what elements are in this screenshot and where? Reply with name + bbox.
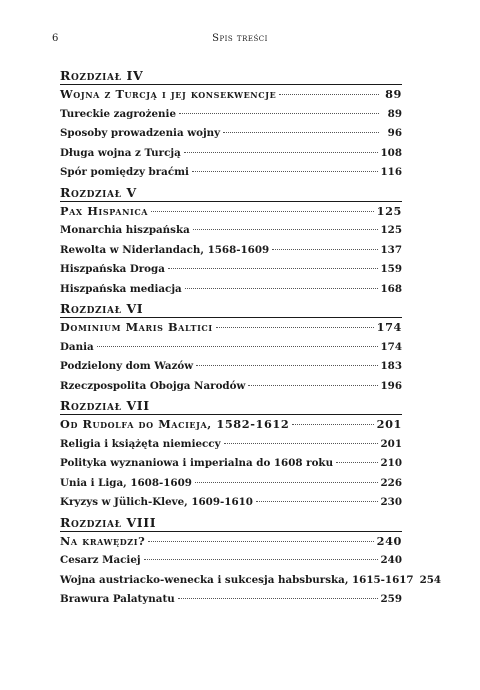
chapter-v [60, 185, 402, 300]
page-ref: 240 [380, 554, 402, 566]
toc-entry[interactable] [60, 163, 402, 183]
page-ref: 174 [376, 320, 402, 334]
page-ref: 201 [380, 437, 402, 450]
dot-leader [292, 424, 373, 425]
page-ref: 259 [380, 593, 402, 605]
entry-label: Tureckie zagrożenie [60, 107, 176, 120]
toc-entry[interactable] [60, 124, 402, 144]
dot-leader [185, 288, 378, 289]
chapter-heading: Rozdział VIII [60, 515, 402, 532]
dot-leader [196, 365, 377, 366]
dot-leader [151, 211, 374, 212]
running-title: Spis treści [212, 33, 268, 44]
dot-leader [178, 598, 378, 599]
page-number: 6 [52, 33, 59, 44]
chapter-title-row[interactable] [60, 415, 402, 435]
entry-label: Kryzys w Jülich-Kleve, 1609-1610 [60, 496, 253, 508]
toc-entry[interactable] [60, 144, 402, 164]
chapter-heading: Rozdział IV [60, 68, 402, 85]
entry-label: Religia i książęta niemieccy [60, 437, 221, 450]
table-of-contents [60, 68, 442, 612]
toc-entry[interactable] [60, 571, 442, 591]
chapter-vii [60, 398, 402, 513]
dot-leader [248, 385, 377, 386]
dot-leader [279, 94, 379, 95]
entry-label: Hiszpańska Droga [60, 263, 165, 275]
page-ref: 116 [380, 166, 402, 178]
dot-leader [256, 501, 378, 502]
page-ref: 125 [380, 224, 402, 236]
toc-entry[interactable] [60, 493, 402, 513]
dot-leader [192, 171, 378, 172]
page-ref: 240 [376, 533, 402, 548]
page-ref: 183 [380, 360, 402, 372]
chapter-title: Dominium Maris Baltici [60, 320, 213, 334]
page-ref: 210 [380, 457, 402, 469]
entry-label: Długa wojna z Turcją [60, 146, 181, 159]
page-ref: 159 [380, 263, 402, 275]
page-ref: 226 [380, 476, 402, 489]
chapter-title: Od Rudolfa do Macieja, 1582-1612 [60, 417, 290, 431]
dot-leader [144, 559, 378, 560]
toc-entry[interactable] [60, 260, 402, 280]
chapter-heading: Rozdział VI [60, 301, 402, 318]
toc-entry[interactable] [60, 474, 402, 494]
dot-leader [216, 327, 374, 328]
toc-entry[interactable] [60, 221, 402, 241]
page-ref: 125 [376, 203, 402, 218]
entry-label: Wojna austriacko-wenecka i sukcesja habsburska, 1615-1617 [60, 573, 414, 586]
toc-entry[interactable] [60, 435, 402, 455]
chapter-title: Wojna z Turcją i jej konsekwencje [60, 87, 277, 101]
dot-leader [223, 132, 379, 133]
chapter-heading: Rozdział V [60, 185, 402, 202]
page-ref: 89 [385, 87, 402, 101]
page-ref: 196 [380, 379, 402, 392]
chapter-title-row[interactable] [60, 85, 402, 105]
dot-leader [272, 249, 377, 250]
toc-entry[interactable] [60, 105, 402, 125]
toc-entry[interactable] [60, 280, 402, 300]
toc-entry[interactable] [60, 590, 402, 610]
dot-leader [193, 229, 378, 230]
dot-leader [179, 113, 379, 114]
toc-entry[interactable] [60, 551, 402, 571]
page-ref: 89 [387, 107, 402, 120]
entry-label: Sposoby prowadzenia wojny [60, 127, 221, 139]
toc-entry[interactable] [60, 454, 402, 474]
chapter-title-row[interactable] [60, 532, 402, 552]
entry-label: Rzeczpospolita Obojga Narodów [60, 379, 246, 392]
entry-label: Cesarz Maciej [60, 554, 141, 566]
entry-label: Spór pomiędzy braćmi [60, 166, 189, 178]
page-ref: 230 [380, 496, 402, 508]
dot-leader [336, 462, 377, 463]
dot-leader [148, 541, 373, 542]
chapter-title: Pax Hispanica [60, 203, 149, 218]
chapter-title-row[interactable] [60, 202, 402, 222]
dot-leader [168, 268, 378, 269]
page-ref: 168 [380, 282, 402, 295]
chapter-title-row[interactable] [60, 318, 402, 338]
entry-label: Unia i Liga, 1608-1609 [60, 476, 192, 489]
chapter-heading: Rozdział VII [60, 398, 402, 415]
entry-label: Hiszpańska mediacja [60, 282, 182, 295]
chapter-iv [60, 68, 402, 183]
entry-label: Monarchia hiszpańska [60, 224, 190, 236]
entry-label: Dania [60, 340, 94, 353]
chapter-viii [60, 514, 442, 610]
page-ref: 201 [376, 417, 402, 431]
toc-entry[interactable] [60, 338, 402, 358]
toc-entry[interactable] [60, 377, 402, 397]
dot-leader [224, 443, 378, 444]
page-ref: 137 [380, 243, 402, 256]
dot-leader [97, 346, 378, 347]
chapter-vi [60, 301, 402, 396]
dot-leader [195, 482, 378, 483]
toc-entry[interactable] [60, 241, 402, 261]
dot-leader [184, 152, 378, 153]
entry-label: Brawura Palatynatu [60, 593, 175, 605]
chapter-title: Na krawędzi? [60, 533, 146, 548]
entry-label: Polityka wyznaniowa i imperialna do 1608 roku [60, 457, 334, 469]
page-ref: 254 [419, 573, 442, 586]
entry-label: Rewolta w Niderlandach, 1568-1609 [60, 243, 270, 256]
page-ref: 174 [380, 340, 402, 353]
entry-label: Podzielony dom Wazów [60, 360, 194, 372]
toc-entry[interactable] [60, 357, 402, 377]
page-ref: 108 [380, 146, 402, 159]
page-ref: 96 [387, 127, 402, 139]
